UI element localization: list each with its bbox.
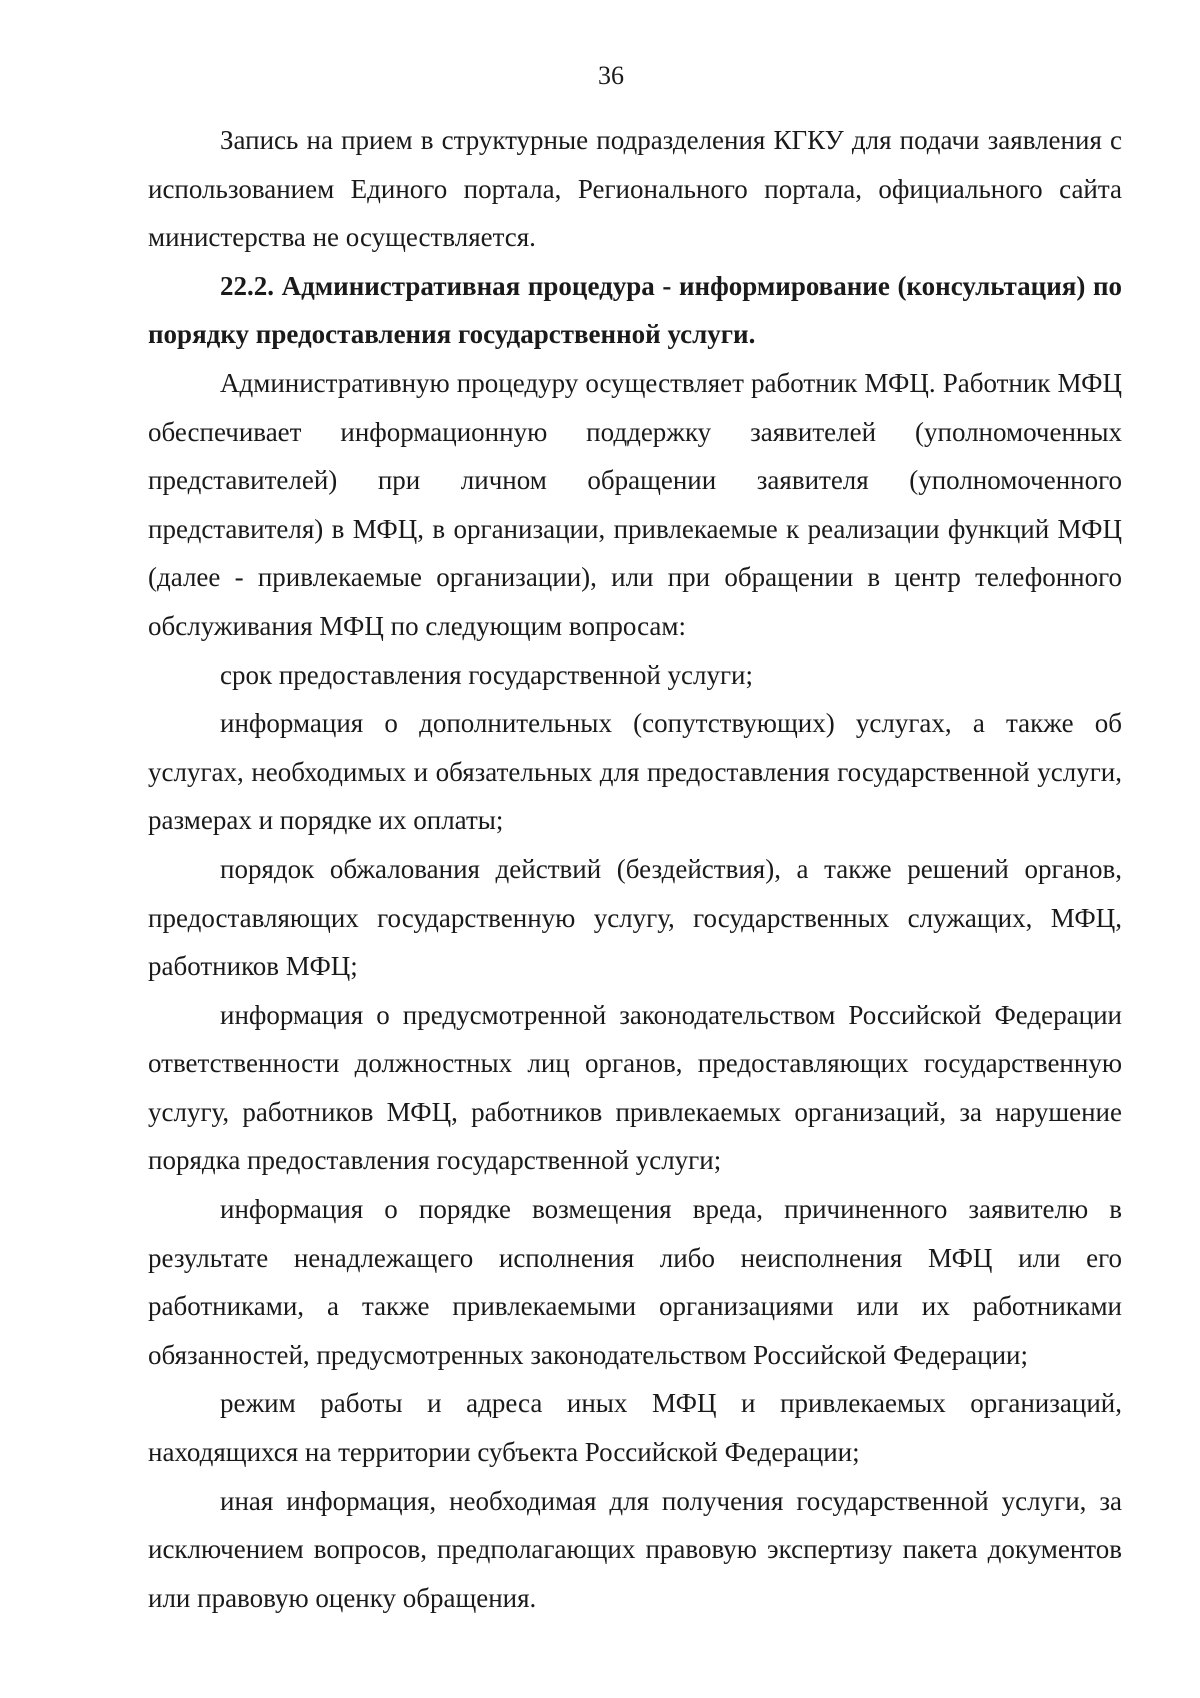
list-item-appeal-procedure: порядок обжалования действий (бездействия), а также решений органов, предоставляющих государственную услугу, государственных служащих, МФЦ, работников МФЦ; xyxy=(148,853,1122,982)
document-body xyxy=(148,116,1122,1622)
page-number: 36 xyxy=(598,61,624,90)
section-heading-22-2: 22.2. Административная процедура - информирование (консультация) по порядку предоставления государственной услуги. xyxy=(148,270,1122,350)
list-item-damage-compensation: информация о порядке возмещения вреда, причиненного заявителю в результате ненадлежащего исполнения либо неисполнения МФЦ или его работниками, а также привлекаемыми организациями или их работниками обязанностей, предусмотренных законодательством Российской Федерации; xyxy=(148,1194,1122,1370)
list-item-service-term: срок предоставления государственной услуги; xyxy=(220,659,754,690)
list-item-additional-services: информация о дополнительных (сопутствующих) услугах, а также об услугах, необходимых и обязательных для предоставления государственной услуги, размерах и порядке их оплаты; xyxy=(148,708,1122,836)
list-item-other-information: иная информация, необходимая для получения государственной услуги, за исключением вопросов, предполагающих правовую экспертизу пакета документов или правовую оценку обращения. xyxy=(148,1485,1122,1613)
list-item-officials-responsibility: информация о предусмотренной законодательством Российской Федерации ответственности должностных лиц органов, предоставляющих государственную услугу, работников МФЦ, работников привлекаемых организаций, за нарушение порядка предоставления государственной услуги; xyxy=(148,999,1122,1176)
paragraph-procedure-description: Административную процедуру осуществляет работник МФЦ. Работник МФЦ обеспечивает информационную поддержку заявителей (уполномоченных представителей) при личном обращении заявителя (уполномоченного представителя) в МФЦ, в организации, привлекаемые к реализации функций МФЦ (далее - привлекаемые организации), или при обращении в центр телефонного обслуживания МФЦ по следующим вопросам: xyxy=(148,367,1122,641)
paragraph-online-appointment: Запись на прием в структурные подразделения КГКУ для подачи заявления с использованием Единого портала, Регионального портала, официального сайта министерства не осуществляется. xyxy=(148,125,1122,253)
list-item-working-hours-addresses: режим работы и адреса иных МФЦ и привлекаемых организаций, находящихся на территории субъекта Российской Федерации; xyxy=(148,1388,1122,1468)
